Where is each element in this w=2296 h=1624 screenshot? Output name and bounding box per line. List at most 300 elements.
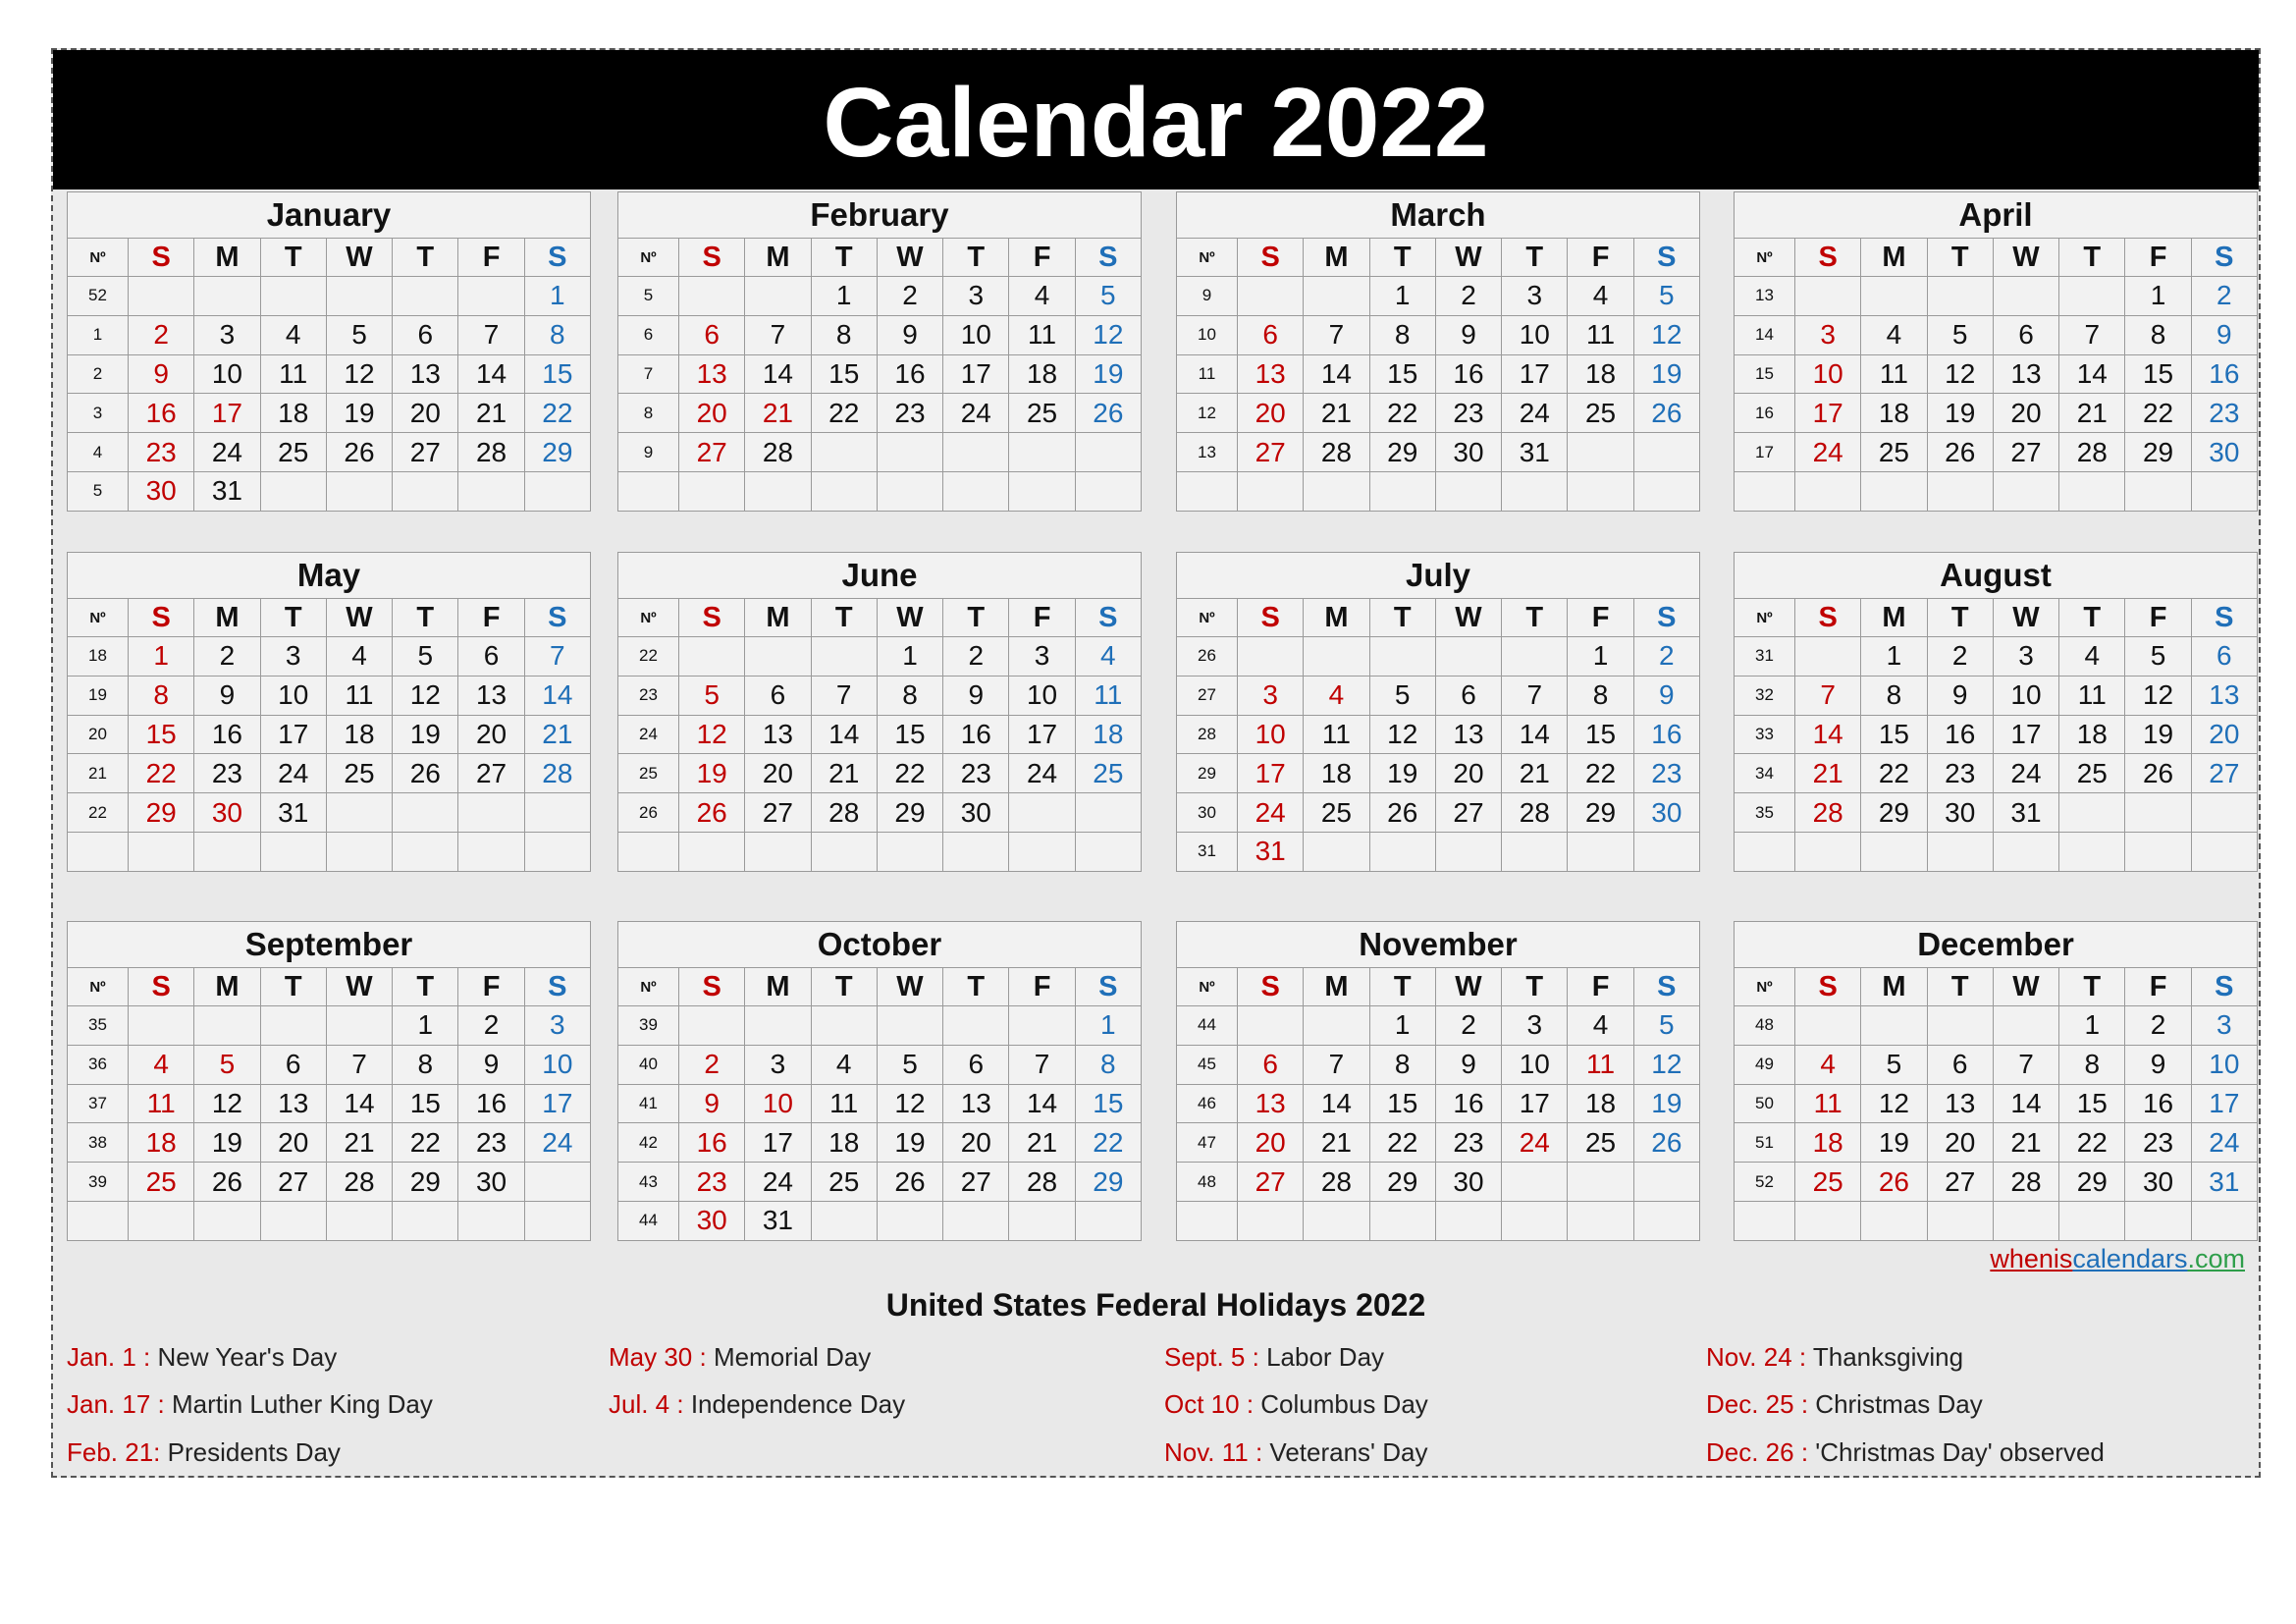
day-cell: [1009, 471, 1075, 511]
weekday-header: T: [1502, 599, 1568, 637]
day-cell: [458, 471, 524, 511]
week-row: [1735, 394, 2258, 433]
day-cell: 18: [1568, 354, 1633, 394]
day-cell: [2059, 471, 2125, 511]
day-cell: 20: [943, 1123, 1009, 1163]
month-november: [1176, 921, 1700, 1241]
month-name: May: [68, 553, 591, 599]
month-name: June: [618, 553, 1142, 599]
day-cell: 13: [260, 1084, 326, 1123]
day-cell: 23: [943, 754, 1009, 793]
day-cell: [1369, 1201, 1435, 1240]
weekday-header: F: [2125, 239, 2191, 277]
day-cell: [524, 793, 590, 833]
day-cell: 8: [1369, 1045, 1435, 1084]
weekday-header: S: [524, 599, 590, 637]
weekday-header: S: [524, 239, 590, 277]
day-cell: 14: [1502, 715, 1568, 754]
week-row: [1735, 1163, 2258, 1202]
week-row: [68, 832, 591, 871]
day-cell: [745, 1006, 811, 1046]
day-cell: 4: [1009, 277, 1075, 316]
week-row: [1735, 637, 2258, 677]
day-cell: 15: [524, 354, 590, 394]
day-cell: 3: [943, 277, 1009, 316]
day-cell: [745, 277, 811, 316]
day-cell: 2: [1927, 637, 1993, 677]
week-row: [1177, 793, 1700, 833]
week-number-header: Nº: [618, 239, 679, 277]
day-cell: 17: [1502, 1084, 1568, 1123]
day-cell: 9: [1435, 315, 1501, 354]
week-number: 22: [618, 637, 679, 677]
day-cell: [2059, 832, 2125, 871]
weekday-header: S: [1075, 968, 1141, 1006]
weekday-header: T: [1927, 239, 1993, 277]
day-cell: [745, 832, 811, 871]
day-cell: 15: [1075, 1084, 1141, 1123]
day-cell: 13: [1993, 354, 2058, 394]
day-cell: 24: [943, 394, 1009, 433]
day-cell: 19: [393, 715, 458, 754]
day-cell: 7: [811, 676, 877, 715]
day-cell: 19: [1861, 1123, 1927, 1163]
day-cell: 19: [1075, 354, 1141, 394]
weekday-header: M: [1861, 968, 1927, 1006]
day-cell: 10: [1795, 354, 1861, 394]
day-cell: 13: [1927, 1084, 1993, 1123]
day-cell: [1369, 471, 1435, 511]
day-cell: [943, 832, 1009, 871]
day-cell: [1238, 637, 1304, 677]
week-number: 36: [68, 1045, 129, 1084]
day-cell: [1238, 471, 1304, 511]
day-cell: 23: [194, 754, 260, 793]
month-name: July: [1177, 553, 1700, 599]
day-cell: 19: [1369, 754, 1435, 793]
page-title: Calendar 2022: [53, 50, 2259, 189]
day-cell: 24: [1238, 793, 1304, 833]
day-cell: 31: [260, 793, 326, 833]
day-cell: 20: [260, 1123, 326, 1163]
day-cell: 11: [1861, 354, 1927, 394]
month-january: [67, 191, 591, 512]
week-row: [618, 1123, 1142, 1163]
day-cell: [129, 1201, 194, 1240]
week-row: [1735, 715, 2258, 754]
day-cell: 13: [679, 354, 745, 394]
day-cell: 5: [1075, 277, 1141, 316]
day-cell: 25: [129, 1163, 194, 1202]
holiday-item: Dec. 26 : 'Christmas Day' observed: [1706, 1437, 2105, 1467]
week-number: [1735, 1201, 1795, 1240]
weekday-header: T: [943, 968, 1009, 1006]
month-august: [1734, 552, 2258, 872]
day-cell: 12: [194, 1084, 260, 1123]
day-cell: 1: [2059, 1006, 2125, 1046]
holiday-item: Nov. 24 : Thanksgiving: [1706, 1342, 1964, 1372]
day-cell: 21: [1993, 1123, 2058, 1163]
week-number: 26: [1177, 637, 1238, 677]
day-cell: 26: [877, 1163, 942, 1202]
week-row: [618, 433, 1142, 472]
week-row: [1735, 1006, 2258, 1046]
day-cell: 24: [1993, 754, 2058, 793]
week-row: [1177, 1163, 1700, 1202]
day-cell: 8: [2059, 1045, 2125, 1084]
day-cell: 31: [1993, 793, 2058, 833]
day-cell: [129, 277, 194, 316]
week-row: [618, 676, 1142, 715]
weekday-header: S: [2191, 599, 2257, 637]
week-row: [1177, 354, 1700, 394]
day-cell: 11: [1009, 315, 1075, 354]
day-cell: 17: [2191, 1084, 2257, 1123]
day-cell: 5: [679, 676, 745, 715]
day-cell: 16: [877, 354, 942, 394]
week-number: 11: [1177, 354, 1238, 394]
day-cell: [393, 793, 458, 833]
day-cell: 5: [326, 315, 392, 354]
week-number: 21: [68, 754, 129, 793]
day-cell: 26: [326, 433, 392, 472]
day-cell: [326, 1201, 392, 1240]
day-cell: 18: [1075, 715, 1141, 754]
week-number: 26: [618, 793, 679, 833]
day-cell: 17: [1009, 715, 1075, 754]
day-cell: [393, 1201, 458, 1240]
day-cell: 17: [194, 394, 260, 433]
day-cell: 9: [129, 354, 194, 394]
day-cell: [1075, 1201, 1141, 1240]
week-row: [68, 1201, 591, 1240]
day-cell: 31: [194, 471, 260, 511]
day-cell: 17: [1502, 354, 1568, 394]
day-cell: 27: [1238, 433, 1304, 472]
day-cell: [524, 1163, 590, 1202]
day-cell: [1238, 277, 1304, 316]
week-number: [1735, 832, 1795, 871]
day-cell: 9: [679, 1084, 745, 1123]
week-row: [1177, 394, 1700, 433]
day-cell: 9: [2191, 315, 2257, 354]
day-cell: [1369, 637, 1435, 677]
day-cell: [1009, 793, 1075, 833]
month-october: [617, 921, 1142, 1241]
day-cell: [1795, 1006, 1861, 1046]
week-row: [618, 793, 1142, 833]
day-cell: 28: [1993, 1163, 2058, 1202]
day-cell: 27: [679, 433, 745, 472]
week-number-header: Nº: [1735, 239, 1795, 277]
week-row: [618, 832, 1142, 871]
day-cell: 15: [1369, 1084, 1435, 1123]
day-cell: 4: [1075, 637, 1141, 677]
week-row: [68, 1084, 591, 1123]
day-cell: 2: [129, 315, 194, 354]
week-number: 40: [618, 1045, 679, 1084]
day-cell: 5: [877, 1045, 942, 1084]
day-cell: [1075, 793, 1141, 833]
day-cell: [2125, 832, 2191, 871]
weekday-header: W: [1993, 239, 2058, 277]
day-cell: 23: [1633, 754, 1699, 793]
weekday-header: S: [1075, 599, 1141, 637]
weekday-header: F: [1009, 239, 1075, 277]
day-cell: 12: [1369, 715, 1435, 754]
week-number-header: Nº: [68, 239, 129, 277]
day-cell: 22: [1861, 754, 1927, 793]
day-cell: 1: [393, 1006, 458, 1046]
day-cell: 14: [1993, 1084, 2058, 1123]
day-cell: 17: [1238, 754, 1304, 793]
day-cell: 25: [1568, 394, 1633, 433]
week-number: 6: [618, 315, 679, 354]
day-cell: 14: [1009, 1084, 1075, 1123]
day-cell: 13: [745, 715, 811, 754]
week-number: 42: [618, 1123, 679, 1163]
day-cell: [194, 1201, 260, 1240]
week-number-header: Nº: [1177, 239, 1238, 277]
day-cell: [877, 471, 942, 511]
day-cell: [811, 1006, 877, 1046]
day-cell: 13: [458, 676, 524, 715]
weekday-header: M: [1861, 239, 1927, 277]
day-cell: 30: [2191, 433, 2257, 472]
weekday-header: S: [129, 599, 194, 637]
day-cell: 26: [393, 754, 458, 793]
week-number: 15: [1735, 354, 1795, 394]
day-cell: 9: [2125, 1045, 2191, 1084]
day-cell: 13: [943, 1084, 1009, 1123]
day-cell: 7: [326, 1045, 392, 1084]
week-number: 13: [1177, 433, 1238, 472]
day-cell: 2: [1435, 1006, 1501, 1046]
weekday-header: M: [1304, 239, 1369, 277]
day-cell: 25: [1568, 1123, 1633, 1163]
weekday-header: T: [2059, 599, 2125, 637]
day-cell: 9: [1435, 1045, 1501, 1084]
month-name: January: [68, 192, 591, 239]
day-cell: [326, 832, 392, 871]
week-row: [618, 354, 1142, 394]
week-row: [68, 793, 591, 833]
month-may: [67, 552, 591, 872]
day-cell: 5: [1633, 1006, 1699, 1046]
day-cell: 14: [1304, 1084, 1369, 1123]
month-february: [617, 191, 1142, 512]
weekday-header: S: [129, 239, 194, 277]
week-number: 35: [68, 1006, 129, 1046]
day-cell: 19: [1927, 394, 1993, 433]
week-number: 44: [618, 1201, 679, 1240]
day-cell: [1502, 471, 1568, 511]
day-cell: 30: [458, 1163, 524, 1202]
day-cell: [1075, 832, 1141, 871]
weekday-header: S: [524, 968, 590, 1006]
day-cell: 27: [458, 754, 524, 793]
day-cell: 15: [1861, 715, 1927, 754]
day-cell: [811, 1201, 877, 1240]
weekday-header: T: [811, 239, 877, 277]
day-cell: [458, 1201, 524, 1240]
day-cell: [811, 433, 877, 472]
day-cell: 7: [1304, 1045, 1369, 1084]
day-cell: 22: [1568, 754, 1633, 793]
day-cell: 24: [1502, 1123, 1568, 1163]
day-cell: 25: [260, 433, 326, 472]
website-part-calendars[interactable]: calendars: [2072, 1244, 2188, 1273]
website-part-whenis[interactable]: whenis: [1990, 1244, 2073, 1273]
day-cell: 15: [1568, 715, 1633, 754]
day-cell: 21: [326, 1123, 392, 1163]
weekday-header: W: [1435, 239, 1501, 277]
day-cell: 28: [1009, 1163, 1075, 1202]
holiday-item: Jul. 4 : Independence Day: [609, 1389, 906, 1419]
day-cell: 13: [1238, 1084, 1304, 1123]
day-cell: 22: [1369, 1123, 1435, 1163]
day-cell: 15: [1369, 354, 1435, 394]
week-number: 32: [1735, 676, 1795, 715]
month-name: December: [1735, 922, 2258, 968]
day-cell: 10: [1993, 676, 2058, 715]
day-cell: 4: [1861, 315, 1927, 354]
day-cell: 23: [129, 433, 194, 472]
day-cell: 18: [811, 1123, 877, 1163]
week-row: [1735, 793, 2258, 833]
website-part-com[interactable]: .com: [2187, 1244, 2245, 1273]
day-cell: [1304, 1006, 1369, 1046]
day-cell: 8: [1369, 315, 1435, 354]
day-cell: 30: [1633, 793, 1699, 833]
week-row: [1177, 832, 1700, 871]
day-cell: 2: [2125, 1006, 2191, 1046]
week-number-header: Nº: [618, 599, 679, 637]
day-cell: [458, 832, 524, 871]
week-number: 5: [68, 471, 129, 511]
day-cell: 27: [1238, 1163, 1304, 1202]
day-cell: 18: [129, 1123, 194, 1163]
day-cell: 1: [1568, 637, 1633, 677]
day-cell: 18: [1861, 394, 1927, 433]
week-number-header: Nº: [1735, 599, 1795, 637]
day-cell: [260, 832, 326, 871]
weekday-header: S: [679, 239, 745, 277]
weekday-header: T: [1927, 599, 1993, 637]
day-cell: [393, 832, 458, 871]
day-cell: [524, 1201, 590, 1240]
day-cell: [679, 1006, 745, 1046]
day-cell: 17: [524, 1084, 590, 1123]
weekday-header: W: [1993, 599, 2058, 637]
day-cell: 23: [1435, 394, 1501, 433]
day-cell: [2125, 793, 2191, 833]
day-cell: 13: [1238, 354, 1304, 394]
day-cell: 20: [1993, 394, 2058, 433]
day-cell: 28: [1795, 793, 1861, 833]
day-cell: 27: [260, 1163, 326, 1202]
day-cell: 14: [1795, 715, 1861, 754]
day-cell: [1861, 1006, 1927, 1046]
day-cell: [393, 471, 458, 511]
day-cell: [2059, 1201, 2125, 1240]
weekday-header: S: [1633, 968, 1699, 1006]
weekday-header: T: [943, 239, 1009, 277]
day-cell: 10: [260, 676, 326, 715]
website-link[interactable]: [1990, 1244, 2245, 1274]
day-cell: [1304, 277, 1369, 316]
day-cell: 25: [1075, 754, 1141, 793]
weekday-header: W: [326, 599, 392, 637]
day-cell: 5: [1927, 315, 1993, 354]
weekday-header: T: [2059, 239, 2125, 277]
day-cell: 20: [1435, 754, 1501, 793]
day-cell: 2: [194, 637, 260, 677]
day-cell: 16: [679, 1123, 745, 1163]
day-cell: 10: [2191, 1045, 2257, 1084]
weekday-header: M: [1304, 599, 1369, 637]
weekday-header: F: [1568, 968, 1633, 1006]
day-cell: [745, 471, 811, 511]
day-cell: 24: [524, 1123, 590, 1163]
week-row: [68, 637, 591, 677]
day-cell: 7: [1502, 676, 1568, 715]
weekday-header: S: [1795, 599, 1861, 637]
day-cell: 10: [1502, 1045, 1568, 1084]
week-row: [1735, 277, 2258, 316]
day-cell: [811, 471, 877, 511]
weekday-header: W: [877, 599, 942, 637]
day-cell: [1795, 277, 1861, 316]
holiday-item: Oct 10 : Columbus Day: [1164, 1389, 1428, 1419]
day-cell: [1927, 471, 1993, 511]
week-number: 17: [1735, 433, 1795, 472]
day-cell: [260, 277, 326, 316]
day-cell: 15: [393, 1084, 458, 1123]
weekday-header: T: [1927, 968, 1993, 1006]
day-cell: 14: [1304, 354, 1369, 394]
day-cell: 6: [458, 637, 524, 677]
week-number-header: Nº: [1735, 968, 1795, 1006]
week-number: [68, 832, 129, 871]
day-cell: [2191, 793, 2257, 833]
weekday-header: S: [129, 968, 194, 1006]
day-cell: 15: [811, 354, 877, 394]
day-cell: 3: [1795, 315, 1861, 354]
weekday-header: T: [2059, 968, 2125, 1006]
week-number: 52: [1735, 1163, 1795, 1202]
week-number: 9: [1177, 277, 1238, 316]
week-row: [68, 754, 591, 793]
day-cell: 21: [1304, 394, 1369, 433]
day-cell: 23: [2191, 394, 2257, 433]
week-number: 41: [618, 1084, 679, 1123]
weekday-header: M: [194, 239, 260, 277]
day-cell: 28: [326, 1163, 392, 1202]
day-cell: 4: [1304, 676, 1369, 715]
day-cell: 11: [326, 676, 392, 715]
week-row: [1735, 354, 2258, 394]
day-cell: 22: [393, 1123, 458, 1163]
day-cell: [679, 277, 745, 316]
day-cell: 12: [2125, 676, 2191, 715]
day-cell: 29: [1369, 433, 1435, 472]
day-cell: [811, 832, 877, 871]
day-cell: 30: [194, 793, 260, 833]
day-cell: [811, 637, 877, 677]
day-cell: 22: [2059, 1123, 2125, 1163]
day-cell: [1993, 832, 2058, 871]
